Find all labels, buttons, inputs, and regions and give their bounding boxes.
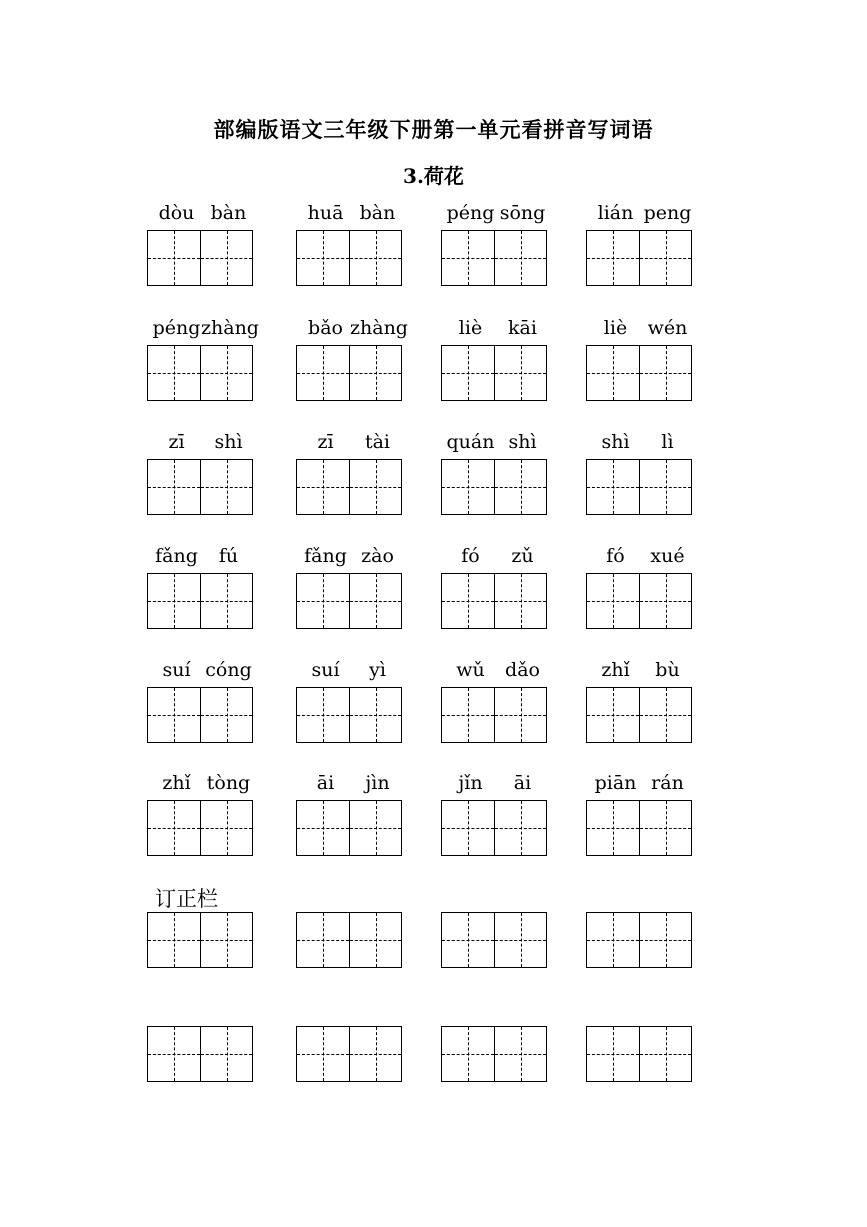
tian-zi-cell[interactable] xyxy=(587,688,639,742)
pinyin-syllable: péng xyxy=(152,317,201,339)
tian-zi-cell[interactable] xyxy=(442,688,494,742)
tian-zi-cell[interactable] xyxy=(494,346,546,400)
correction-boxes[interactable] xyxy=(296,912,402,968)
answer-boxes[interactable] xyxy=(296,345,402,401)
pinyin-syllable: dòu xyxy=(158,202,195,224)
answer-boxes[interactable] xyxy=(147,800,253,856)
pinyin-prompt xyxy=(588,772,698,798)
tian-zi-cell[interactable] xyxy=(494,801,546,855)
answer-boxes[interactable] xyxy=(296,230,402,286)
answer-boxes[interactable] xyxy=(296,687,402,743)
pinyin-prompt xyxy=(443,659,553,685)
pinyin-syllable: dǎo xyxy=(505,659,540,681)
tian-zi-cell[interactable] xyxy=(639,231,691,285)
pinyin-syllable: suí xyxy=(311,659,340,681)
pinyin-syllable: fó xyxy=(606,545,625,567)
tian-zi-cell[interactable] xyxy=(494,1027,546,1081)
pinyin-prompt xyxy=(298,317,408,343)
answer-boxes[interactable] xyxy=(147,573,253,629)
pinyin-prompt xyxy=(443,772,553,798)
answer-boxes[interactable] xyxy=(441,687,547,743)
pinyin-syllable: yì xyxy=(369,659,386,681)
answer-boxes[interactable] xyxy=(586,459,692,515)
pinyin-prompt xyxy=(588,659,698,685)
pinyin-prompt xyxy=(588,545,698,571)
tian-zi-cell[interactable] xyxy=(442,913,494,967)
tian-zi-cell[interactable] xyxy=(639,346,691,400)
tian-zi-cell[interactable] xyxy=(148,801,200,855)
tian-zi-cell[interactable] xyxy=(148,231,200,285)
tian-zi-cell[interactable] xyxy=(297,688,349,742)
tian-zi-cell[interactable] xyxy=(148,346,200,400)
tian-zi-cell[interactable] xyxy=(587,913,639,967)
pinyin-syllable: wén xyxy=(647,317,688,339)
pinyin-syllable: tài xyxy=(364,431,391,453)
pinyin-syllable: zhǐ xyxy=(601,659,630,681)
tian-zi-cell[interactable] xyxy=(200,801,252,855)
pinyin-syllable: zǔ xyxy=(511,545,534,567)
pinyin-syllable: zhǐ xyxy=(162,772,191,794)
tian-zi-cell[interactable] xyxy=(587,801,639,855)
pinyin-prompt xyxy=(443,317,553,343)
answer-boxes[interactable] xyxy=(441,345,547,401)
tian-zi-cell[interactable] xyxy=(639,913,691,967)
pinyin-syllable: liè xyxy=(458,317,483,339)
answer-boxes[interactable] xyxy=(441,230,547,286)
correction-boxes[interactable] xyxy=(147,912,253,968)
answer-boxes[interactable] xyxy=(147,230,253,286)
tian-zi-cell[interactable] xyxy=(297,801,349,855)
tian-zi-cell[interactable] xyxy=(200,346,252,400)
pinyin-syllable: piān xyxy=(594,772,637,794)
tian-zi-cell[interactable] xyxy=(200,913,252,967)
pinyin-syllable: bǎo xyxy=(308,317,343,339)
tian-zi-cell[interactable] xyxy=(494,688,546,742)
pinyin-prompt xyxy=(298,431,408,457)
pinyin-syllable: lián xyxy=(597,202,634,224)
pinyin-prompt xyxy=(443,202,553,228)
pinyin-syllable: shì xyxy=(601,431,630,453)
pinyin-syllable: lì xyxy=(661,431,674,453)
pinyin-prompt xyxy=(298,772,408,798)
pinyin-syllable: xué xyxy=(650,545,685,567)
tian-zi-cell[interactable] xyxy=(349,913,401,967)
lesson-title: 3.荷花 xyxy=(403,164,464,188)
correction-boxes[interactable] xyxy=(586,1026,692,1082)
tian-zi-cell[interactable] xyxy=(639,801,691,855)
tian-zi-cell[interactable] xyxy=(442,1027,494,1081)
answer-boxes[interactable] xyxy=(147,687,253,743)
pinyin-syllable: liè xyxy=(603,317,628,339)
answer-boxes[interactable] xyxy=(586,345,692,401)
answer-boxes[interactable] xyxy=(586,800,692,856)
tian-zi-cell[interactable] xyxy=(297,1027,349,1081)
tian-zi-cell[interactable] xyxy=(587,1027,639,1081)
pinyin-prompt xyxy=(149,317,259,343)
tian-zi-cell[interactable] xyxy=(349,688,401,742)
answer-boxes[interactable] xyxy=(441,800,547,856)
pinyin-syllable: āi xyxy=(513,772,532,794)
answer-boxes[interactable] xyxy=(586,230,692,286)
pinyin-syllable: zī xyxy=(317,431,334,453)
tian-zi-cell[interactable] xyxy=(442,231,494,285)
pinyin-syllable: shì xyxy=(508,431,537,453)
tian-zi-cell[interactable] xyxy=(442,801,494,855)
pinyin-syllable: wǔ xyxy=(456,659,485,681)
answer-boxes[interactable] xyxy=(586,687,692,743)
pinyin-syllable: peng xyxy=(643,202,692,224)
pinyin-syllable: tòng xyxy=(206,772,251,794)
tian-zi-cell[interactable] xyxy=(587,460,639,514)
tian-zi-cell[interactable] xyxy=(494,913,546,967)
tian-zi-cell[interactable] xyxy=(442,346,494,400)
tian-zi-cell[interactable] xyxy=(349,801,401,855)
pinyin-prompt xyxy=(149,431,259,457)
pinyin-prompt xyxy=(149,772,259,798)
tian-zi-cell[interactable] xyxy=(297,231,349,285)
pinyin-prompt xyxy=(588,202,698,228)
pinyin-syllable: fú xyxy=(218,545,239,567)
pinyin-syllable: āi xyxy=(316,772,335,794)
worksheet-title: 部编版语文三年级下册第一单元看拼音写词语 xyxy=(213,117,654,142)
pinyin-syllable: cóng xyxy=(205,659,252,681)
pinyin-prompt xyxy=(149,202,259,228)
pinyin-syllable: fó xyxy=(461,545,480,567)
pinyin-syllable: rán xyxy=(651,772,684,794)
correction-boxes[interactable] xyxy=(147,1026,253,1082)
correction-boxes[interactable] xyxy=(586,912,692,968)
tian-zi-cell[interactable] xyxy=(349,346,401,400)
answer-boxes[interactable] xyxy=(296,573,402,629)
answer-boxes[interactable] xyxy=(296,459,402,515)
answer-boxes[interactable] xyxy=(147,459,253,515)
pinyin-prompt xyxy=(149,545,259,571)
pinyin-syllable: jìn xyxy=(365,772,390,794)
tian-zi-cell[interactable] xyxy=(442,460,494,514)
tian-zi-cell[interactable] xyxy=(639,1027,691,1081)
pinyin-prompt xyxy=(298,545,408,571)
pinyin-syllable: shì xyxy=(214,431,243,453)
tian-zi-cell[interactable] xyxy=(494,460,546,514)
pinyin-syllable: bù xyxy=(655,659,680,681)
pinyin-syllable: zī xyxy=(168,431,185,453)
tian-zi-cell[interactable] xyxy=(148,460,200,514)
tian-zi-cell[interactable] xyxy=(349,574,401,628)
pinyin-prompt xyxy=(298,202,408,228)
correction-boxes[interactable] xyxy=(296,1026,402,1082)
tian-zi-cell[interactable] xyxy=(148,1027,200,1081)
pinyin-syllable: zào xyxy=(361,545,394,567)
pinyin-syllable: huā xyxy=(307,202,344,224)
tian-zi-cell[interactable] xyxy=(639,574,691,628)
pinyin-syllable: quán xyxy=(446,431,495,453)
tian-zi-cell[interactable] xyxy=(148,688,200,742)
tian-zi-cell[interactable] xyxy=(200,460,252,514)
answer-boxes[interactable] xyxy=(586,573,692,629)
correction-boxes[interactable] xyxy=(441,1026,547,1082)
tian-zi-cell[interactable] xyxy=(200,688,252,742)
pinyin-syllable: fǎng xyxy=(155,545,198,567)
pinyin-syllable: suí xyxy=(162,659,191,681)
correction-label: 订正栏 xyxy=(155,887,218,911)
pinyin-syllable: zhàng xyxy=(201,317,259,339)
tian-zi-cell[interactable] xyxy=(349,460,401,514)
answer-boxes[interactable] xyxy=(296,800,402,856)
pinyin-syllable: sōng xyxy=(499,202,546,224)
tian-zi-cell[interactable] xyxy=(200,231,252,285)
tian-zi-cell[interactable] xyxy=(148,574,200,628)
tian-zi-cell[interactable] xyxy=(494,574,546,628)
pinyin-prompt xyxy=(298,659,408,685)
tian-zi-cell[interactable] xyxy=(587,346,639,400)
tian-zi-cell[interactable] xyxy=(297,346,349,400)
pinyin-prompt xyxy=(588,431,698,457)
answer-boxes[interactable] xyxy=(441,573,547,629)
correction-boxes[interactable] xyxy=(441,912,547,968)
pinyin-syllable: fǎng xyxy=(304,545,347,567)
tian-zi-cell[interactable] xyxy=(200,1027,252,1081)
tian-zi-cell[interactable] xyxy=(639,688,691,742)
pinyin-prompt xyxy=(443,545,553,571)
pinyin-prompt xyxy=(588,317,698,343)
tian-zi-cell[interactable] xyxy=(297,574,349,628)
tian-zi-cell[interactable] xyxy=(442,574,494,628)
pinyin-prompt xyxy=(443,431,553,457)
pinyin-syllable: jǐn xyxy=(458,772,483,794)
answer-boxes[interactable] xyxy=(441,459,547,515)
pinyin-syllable: zhàng xyxy=(350,317,408,339)
tian-zi-cell[interactable] xyxy=(639,460,691,514)
tian-zi-cell[interactable] xyxy=(349,1027,401,1081)
tian-zi-cell[interactable] xyxy=(148,913,200,967)
tian-zi-cell[interactable] xyxy=(587,231,639,285)
pinyin-syllable: kāi xyxy=(508,317,537,339)
tian-zi-cell[interactable] xyxy=(297,460,349,514)
tian-zi-cell[interactable] xyxy=(349,231,401,285)
pinyin-prompt xyxy=(149,659,259,685)
tian-zi-cell[interactable] xyxy=(587,574,639,628)
tian-zi-cell[interactable] xyxy=(494,231,546,285)
tian-zi-cell[interactable] xyxy=(200,574,252,628)
pinyin-syllable: péng xyxy=(446,202,495,224)
tian-zi-cell[interactable] xyxy=(297,913,349,967)
pinyin-syllable: bàn xyxy=(210,202,247,224)
answer-boxes[interactable] xyxy=(147,345,253,401)
pinyin-syllable: bàn xyxy=(359,202,396,224)
